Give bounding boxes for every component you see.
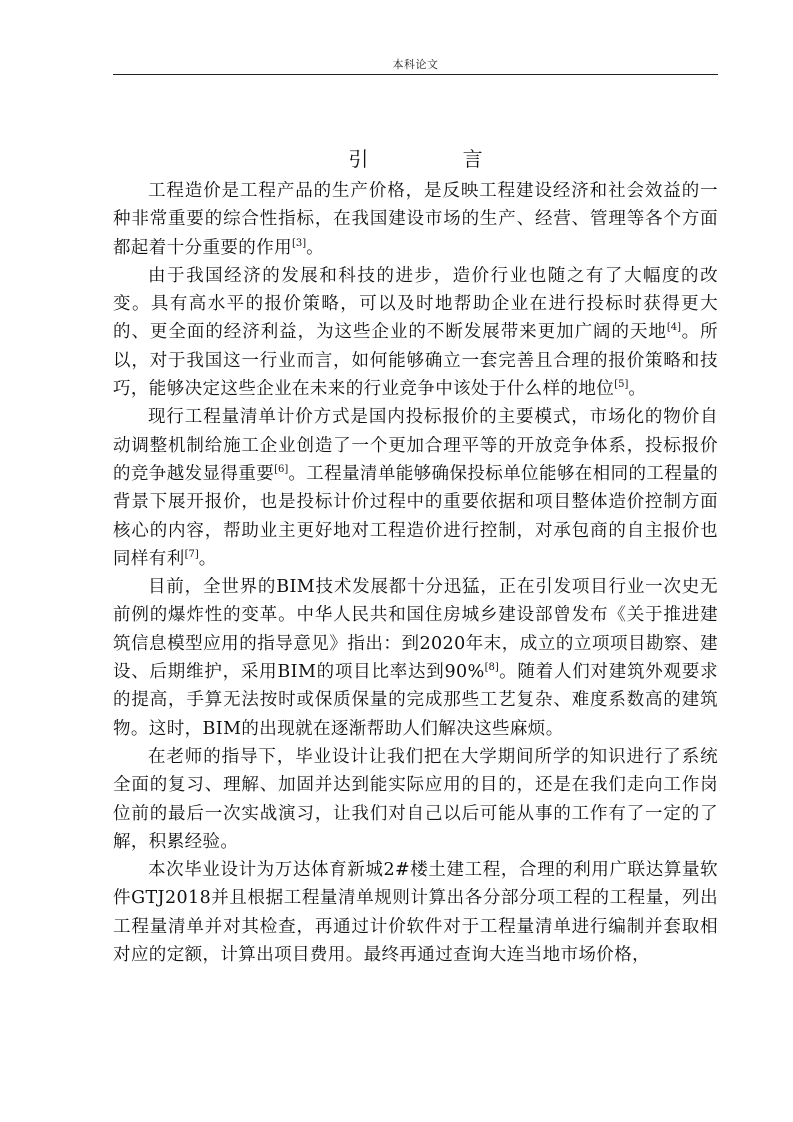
citation-ref: [7] — [184, 549, 199, 561]
citation-ref: [5] — [614, 379, 629, 391]
citation-ref: [3] — [292, 237, 307, 249]
paragraph-text: 。随着人们对建筑外观要求的提高，手算无法按时或保质保量的完成那些工艺复杂、难度系数高的建筑物。这时，BIM的出现就在逐渐帮助人们解决这些麻烦。 — [113, 662, 718, 739]
paragraph-text: 由于我国经济的发展和科技的进步，造价行业也随之有了大幅度的改变。具有高水平的报价策略，可以及时地帮助企业在进行投标时获得更大的、更全面的经济利益，为这些企业的不断发展带来更加广阔的天地 — [113, 265, 718, 343]
header-divider — [113, 74, 718, 75]
paragraph-1 — [113, 177, 718, 262]
paragraph-text: 现行工程量清单计价方式是国内投标报价的主要模式，市场化的物价自动调整机制给施工企业创造了一个更加合理平等的开放竞争体系，投标报价的竞争越发显得重要 — [113, 407, 718, 484]
page-header: 本科论文 — [392, 58, 439, 71]
citation-ref: [6] — [274, 464, 289, 476]
paragraph-6 — [113, 856, 718, 969]
paragraph-text: 。所以，对于我国这一行业而言，如何能够确立一套完善且合理的报价策略和技巧，能够决定这些企业在未来的行业竞争中该处于什么样的地位 — [113, 322, 718, 400]
paragraph-text: 目前，全世界的BIM技术发展都十分迅猛，正在引发项目行业一次史无前例的爆炸性的变革。中华人民共和国住房城乡建设部曾发布《关于推进建筑信息模型应用的指导意见》指出：到2020年末，成立的立项项目勘察、建设、后期维护，采用BIM的项目比率达到90% — [113, 577, 718, 683]
paragraph-text: 。 — [198, 548, 217, 569]
paragraph-text: 。 — [628, 379, 647, 400]
citation-ref: [4] — [666, 322, 682, 334]
body-text — [113, 177, 718, 969]
paragraph-text: 。工程量清单能够确保投标单位能够在相同的工程量的背景下展开报价，也是投标计价过程中的重要依据和项目整体造价控制方面核心的内容，帮助业主更好地对工程造价进行控制，对承包商的自主报价也同样有利 — [113, 463, 718, 569]
paragraph-text: 在老师的指导下，毕业设计让我们把在大学期间所学的知识进行了系统全面的复习、理解、加固并达到能实际应用的目的，还是在我们走向工作岗位前的最后一次实战演习，让我们对自己以后可能从事的工作有了一定的了解，积累经验。 — [113, 746, 718, 852]
paragraph-text: 。 — [306, 237, 325, 258]
paragraph-2 — [113, 262, 718, 403]
citation-ref: [8] — [484, 662, 499, 674]
paragraph-text: 本次毕业设计为万达体育新城2#楼土建工程，合理的利用广联达算量软件GTJ2018并且根据工程量清单规则计算出各分部分项工程的工程量，列出工程量清单并对其检查，再通过计价软件对于工程量清单进行编制并套取相对应的定额，计算出项目费用。最终再通过查询大连当地市场价格， — [113, 860, 718, 966]
paragraph-3 — [113, 403, 718, 573]
paragraph-5 — [113, 743, 718, 856]
paragraph-4 — [113, 573, 718, 743]
section-title: 引 言 — [348, 147, 527, 172]
paragraph-text: 工程造价是工程产品的生产价格，是反映工程建设经济和社会效益的一种非常重要的综合性指标，在我国建设市场的生产、经营、管理等各个方面都起着十分重要的作用 — [113, 181, 718, 258]
